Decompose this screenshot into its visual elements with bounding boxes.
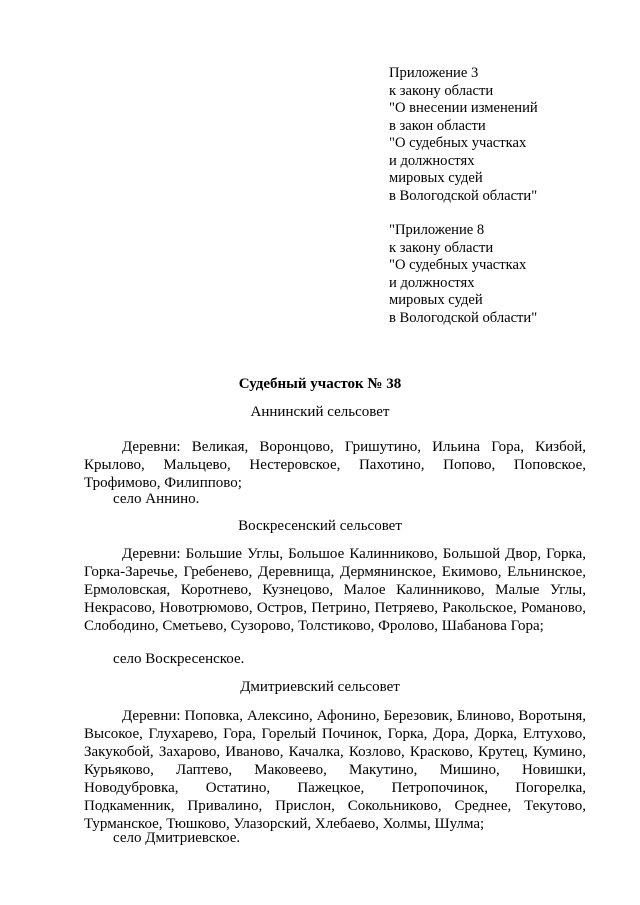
appendix-8-line: в Вологодской области" (389, 309, 538, 326)
appendix-8-header (389, 222, 619, 327)
appendix-3-line: "О судебных участках (389, 135, 527, 151)
appendix-8-line: к закону области (389, 239, 494, 256)
villages-paragraph: Деревни: Большие Углы, Большое Калинниково, Большой Двор, Горка, Горка-Заречье, Гребенево, Деревнища, Дермянинское, Екимово, Ельнинское, Ермоловская, Коротнево, Кузнецово, Малое Калинниково, Малые Углы, Некрасово, Новотрюмово, Остров, Петрино, Петряево, Ракольское, Романово, Слободино, Сметьево, Сузорово, Толстиково, Фролово, Шабанова Гора; (84, 546, 586, 634)
villages-paragraph: Деревни: Поповка, Алексино, Афонино, Березовик, Блиново, Воротыня, Высокое, Глухарево, Гора, Горелый Починок, Горка, Дора, Дорка, Елтухово, Закукобой, Захарово, Иваново, Качалка, Козлово, Красково, Крутец, Кумино, Курьяково, Лаптево, Маковеево, Макутино, Мишино, Новишки, Новодубровка, Остатино, Пажецкое, Петропочинок, Погорелка, Подкаменник, Привалино, Прислон, Сокольниково, Среднее, Текутово, Турманское, Тюшково, Улазорский, Хлебаево, Холмы, Шулма; (84, 708, 586, 832)
appendix-3-line: в Вологодской области" (389, 187, 538, 204)
appendix-3-line: "О внесении изменений (389, 100, 538, 116)
selo-line: село Аннино. (113, 491, 200, 507)
appendix-3-line: в закон области (389, 117, 486, 134)
appendix-3-line: и должностях (389, 152, 475, 169)
appendix-3-line: мировых судей (389, 170, 483, 186)
villages-paragraph: Деревни: Великая, Воронцово, Гришутино, Ильина Гора, Кизбой, Крылово, Мальцево, Нестеровское, Пахотино, Попово, Поповское, Трофимово, Филиппово; (84, 439, 586, 491)
appendix-3-line: Приложение 3 (389, 65, 479, 81)
appendix-3-header (389, 65, 619, 205)
appendix-8-line: и должностях (389, 274, 475, 291)
section-heading: Аннинский сельсовет (250, 404, 390, 420)
appendix-8-line: мировых судей (389, 292, 483, 308)
section-heading: Дмитриевский сельсовет (240, 679, 400, 695)
appendix-3-line: к закону области (389, 82, 494, 99)
selo-line: село Воскресенское. (113, 651, 245, 667)
selo-line: село Дмитриевское. (113, 830, 241, 846)
section-heading: Воскресенский сельсовет (238, 518, 402, 534)
appendix-8-line: "Приложение 8 (389, 222, 485, 238)
page-title: Судебный участок № 38 (238, 376, 402, 392)
appendix-8-line: "О судебных участках (389, 257, 527, 273)
